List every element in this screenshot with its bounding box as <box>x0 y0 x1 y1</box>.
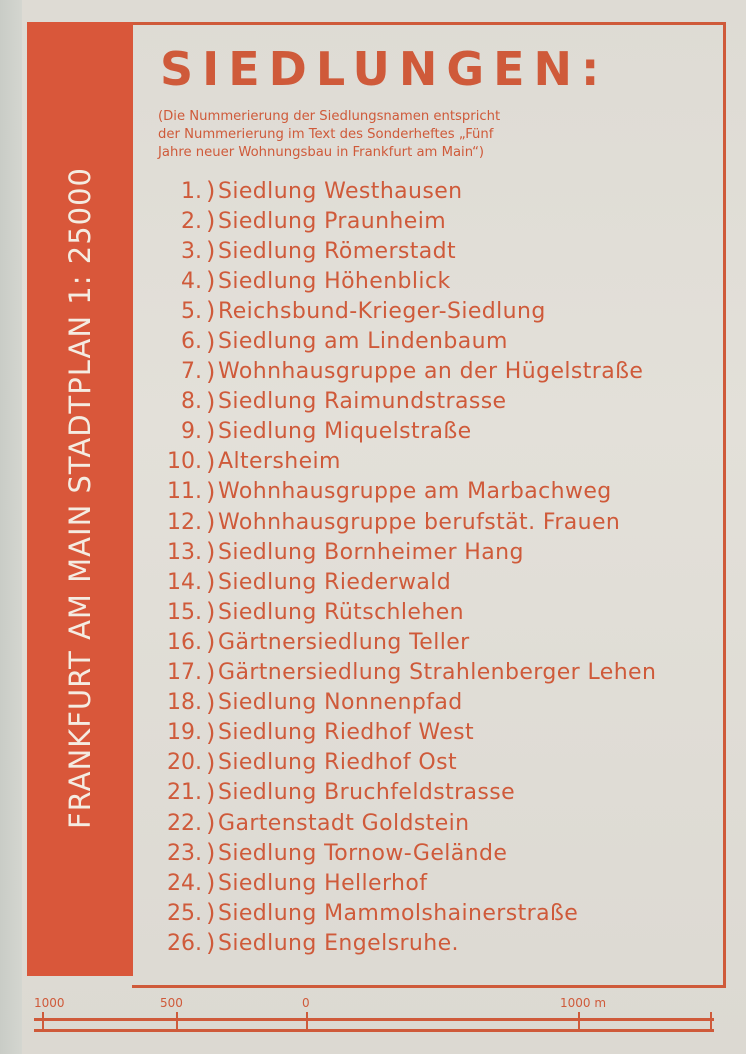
item-number: 10. <box>167 449 202 475</box>
item-number: 16. <box>167 629 202 655</box>
legend-heading: SIEDLUNGEN: <box>160 42 609 96</box>
item-name: Wohnhausgruppe am Marbachweg <box>218 479 612 505</box>
item-number: 4. <box>181 268 202 294</box>
scale-label: 0 <box>302 996 310 1010</box>
item-name: Wohnhausgruppe berufstät. Frauen <box>218 509 621 535</box>
item-number: 11. <box>167 479 202 505</box>
scale-label: 1000 <box>34 996 65 1010</box>
item-name: Gärtnersiedlung Teller <box>218 629 470 655</box>
item-name: Siedlung Engelsruhe. <box>218 930 459 956</box>
item-number: 25. <box>167 900 202 926</box>
item-number: 1. <box>181 178 202 204</box>
list-item <box>150 597 710 627</box>
item-name: Siedlung Riederwald <box>218 569 452 595</box>
item-name: Siedlung Tornow-Gelände <box>218 840 508 866</box>
map-edge <box>0 0 22 1054</box>
bracket-glyph: ) <box>206 778 216 807</box>
list-item <box>150 477 710 507</box>
list-item <box>150 658 710 688</box>
item-number: 2. <box>181 208 202 234</box>
bracket-glyph: ) <box>206 447 216 476</box>
item-name: Siedlung am Lindenbaum <box>218 329 508 355</box>
bracket-glyph: ) <box>206 869 216 898</box>
list-item <box>150 627 710 657</box>
list-item <box>150 176 710 206</box>
item-number: 3. <box>181 238 202 264</box>
bracket-glyph: ) <box>206 688 216 717</box>
item-name: Siedlung Römerstadt <box>218 238 457 264</box>
item-name: Siedlung Hellerhof <box>218 870 428 896</box>
list-item <box>150 688 710 718</box>
note-line: der Nummerierung im Text des Sonderheftes „Fünf <box>158 127 494 142</box>
item-name: Siedlung Riedhof West <box>218 720 475 746</box>
bracket-glyph: ) <box>206 628 216 657</box>
list-item <box>150 236 710 266</box>
bracket-glyph: ) <box>206 568 216 597</box>
item-number: 5. <box>181 298 202 324</box>
item-number: 6. <box>181 329 202 355</box>
item-number: 20. <box>167 750 202 776</box>
list-item <box>150 387 710 417</box>
bracket-glyph: ) <box>206 207 216 236</box>
item-name: Wohnhausgruppe an der Hügelstraße <box>218 359 644 385</box>
list-item <box>150 808 710 838</box>
item-name: Gartenstadt Goldstein <box>218 810 470 836</box>
scale-label: 500 <box>160 996 183 1010</box>
item-number: 23. <box>167 840 202 866</box>
settlement-list <box>150 176 710 958</box>
list-item <box>150 357 710 387</box>
item-name: Siedlung Rütschlehen <box>218 599 464 625</box>
bracket-glyph: ) <box>206 177 216 206</box>
item-name: Reichsbund-Krieger-Siedlung <box>218 298 546 324</box>
item-number: 7. <box>181 359 202 385</box>
item-name: Siedlung Miquelstraße <box>218 419 472 445</box>
bracket-glyph: ) <box>206 357 216 386</box>
bracket-glyph: ) <box>206 809 216 838</box>
note-line: (Die Nummerierung der Siedlungsnamen entspricht <box>158 109 501 124</box>
item-number: 22. <box>167 810 202 836</box>
list-item <box>150 868 710 898</box>
bracket-glyph: ) <box>206 477 216 506</box>
scale-bar <box>34 996 714 1036</box>
list-item <box>150 838 710 868</box>
bracket-glyph: ) <box>206 839 216 868</box>
list-item <box>150 537 710 567</box>
item-name: Siedlung Praunheim <box>218 208 447 234</box>
item-name: Siedlung Höhenblick <box>218 268 451 294</box>
bracket-glyph: ) <box>206 929 216 958</box>
bracket-glyph: ) <box>206 748 216 777</box>
list-item <box>150 447 710 477</box>
item-number: 12. <box>167 509 202 535</box>
item-number: 14. <box>167 569 202 595</box>
item-number: 8. <box>181 389 202 415</box>
item-number: 18. <box>167 690 202 716</box>
bracket-glyph: ) <box>206 508 216 537</box>
list-item <box>150 296 710 326</box>
numbering-note <box>158 108 678 162</box>
list-item <box>150 898 710 928</box>
note-line: Jahre neuer Wohnungsbau in Frankfurt am Main“) <box>158 145 485 160</box>
list-item <box>150 507 710 537</box>
item-number: 13. <box>167 539 202 565</box>
item-name: Siedlung Mammolshainerstraße <box>218 900 579 926</box>
scale-label: 1000 m <box>560 996 607 1010</box>
item-name: Siedlung Nonnenpfad <box>218 690 463 716</box>
item-name: Siedlung Westhausen <box>218 178 463 204</box>
bracket-glyph: ) <box>206 237 216 266</box>
bracket-glyph: ) <box>206 538 216 567</box>
item-number: 21. <box>167 780 202 806</box>
item-number: 9. <box>181 419 202 445</box>
list-item <box>150 778 710 808</box>
bracket-glyph: ) <box>206 598 216 627</box>
item-name: Siedlung Bornheimer Hang <box>218 539 524 565</box>
bracket-glyph: ) <box>206 658 216 687</box>
item-number: 15. <box>167 599 202 625</box>
scale-tick <box>306 1012 308 1030</box>
list-item <box>150 417 710 447</box>
side-title: FRANKFURT AM MAIN STADTPLAN 1: 25000 <box>63 167 97 829</box>
item-number: 24. <box>167 870 202 896</box>
bracket-glyph: ) <box>206 387 216 416</box>
item-name: Altersheim <box>218 449 341 475</box>
bracket-glyph: ) <box>206 297 216 326</box>
item-number: 26. <box>167 930 202 956</box>
item-number: 17. <box>167 660 202 686</box>
item-number: 19. <box>167 720 202 746</box>
item-name: Siedlung Raimundstrasse <box>218 389 507 415</box>
list-item <box>150 567 710 597</box>
scale-tick <box>176 1012 178 1030</box>
list-item <box>150 928 710 958</box>
item-name: Gärtnersiedlung Strahlenberger Lehen <box>218 660 657 686</box>
scale-tick <box>578 1012 580 1030</box>
item-name: Siedlung Bruchfeldstrasse <box>218 780 516 806</box>
item-name: Siedlung Riedhof Ost <box>218 750 457 776</box>
bracket-glyph: ) <box>206 718 216 747</box>
list-item <box>150 266 710 296</box>
bracket-glyph: ) <box>206 899 216 928</box>
scale-line <box>34 1018 714 1032</box>
list-item <box>150 326 710 356</box>
bracket-glyph: ) <box>206 417 216 446</box>
bracket-glyph: ) <box>206 267 216 296</box>
scale-tick <box>710 1012 712 1030</box>
bracket-glyph: ) <box>206 327 216 356</box>
list-item <box>150 206 710 236</box>
list-item <box>150 718 710 748</box>
list-item <box>150 748 710 778</box>
scale-tick <box>42 1012 44 1030</box>
